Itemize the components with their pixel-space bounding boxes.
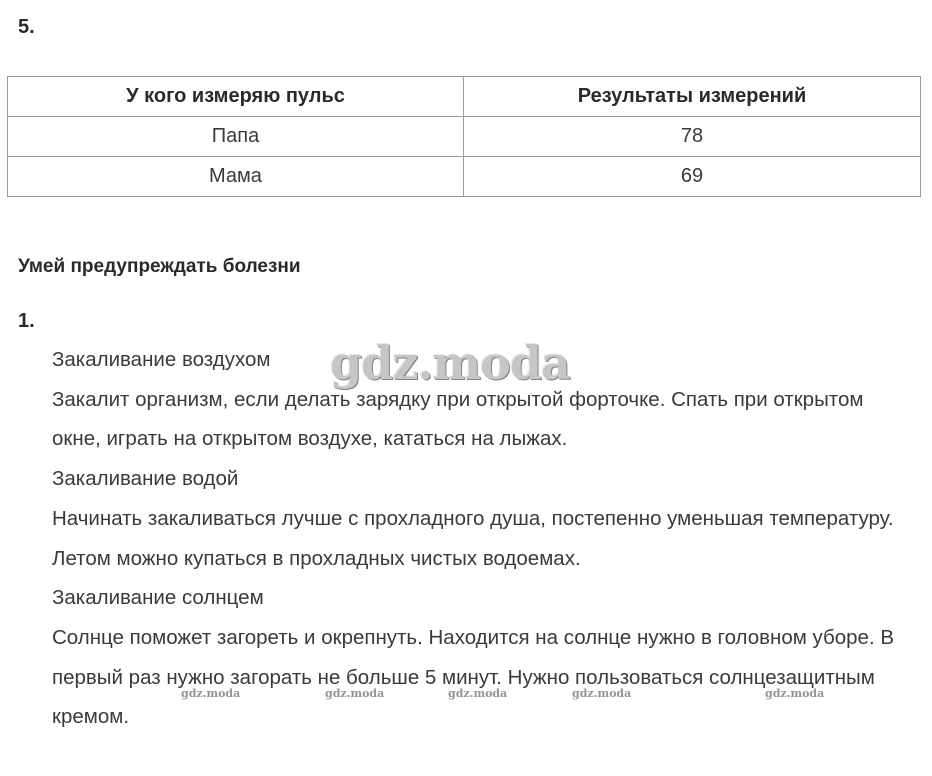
- paragraph-sun: Солнце поможет загореть и окрепнуть. Находится на солнце нужно в головном уборе. В первый раз нужно загорать не больше 5 минут. Нужно пользоваться солнцезащитным кремом.: [52, 625, 895, 729]
- task-number-1: 1.: [18, 310, 35, 332]
- paragraph-air: Закалит организм, если делать зарядку при открытой форточке. Спать при открытом окне, играть на открытом воздухе, кататься на лыжах.: [52, 387, 864, 451]
- table-cell-person: Папа: [8, 117, 464, 157]
- watermark-small: gdz.moda: [181, 687, 241, 700]
- table-cell-person: Мама: [8, 157, 464, 197]
- pulse-table: [7, 76, 921, 197]
- watermark-small: gdz.moda: [448, 687, 508, 700]
- answer-text: [52, 340, 912, 737]
- task-number-5: 5.: [18, 16, 35, 38]
- table-cell-result: 69: [464, 157, 921, 197]
- subheading-water: Закаливание водой: [52, 467, 239, 491]
- watermark-small: gdz.moda: [765, 687, 825, 700]
- table-header-row: [8, 77, 921, 117]
- subheading-sun: Закаливание солнцем: [52, 586, 264, 610]
- table-row: [8, 157, 921, 197]
- watermark-small: gdz.moda: [325, 687, 385, 700]
- watermark-small: gdz.moda: [572, 687, 632, 700]
- table-row: [8, 117, 921, 157]
- watermark-large: gdz.moda: [330, 336, 570, 390]
- table-cell-result: 78: [464, 117, 921, 157]
- paragraph-water: Начинать закаливаться лучше с прохладного душа, постепенно уменьшая температуру. Летом можно купаться в прохладных чистых водоемах.: [52, 506, 894, 570]
- section-title: Умей предупреждать болезни: [18, 256, 301, 277]
- column-header-results: Результаты измерений: [464, 77, 921, 117]
- subheading-air: Закаливание воздухом: [52, 348, 271, 371]
- column-header-who: У кого измеряю пульс: [8, 77, 464, 117]
